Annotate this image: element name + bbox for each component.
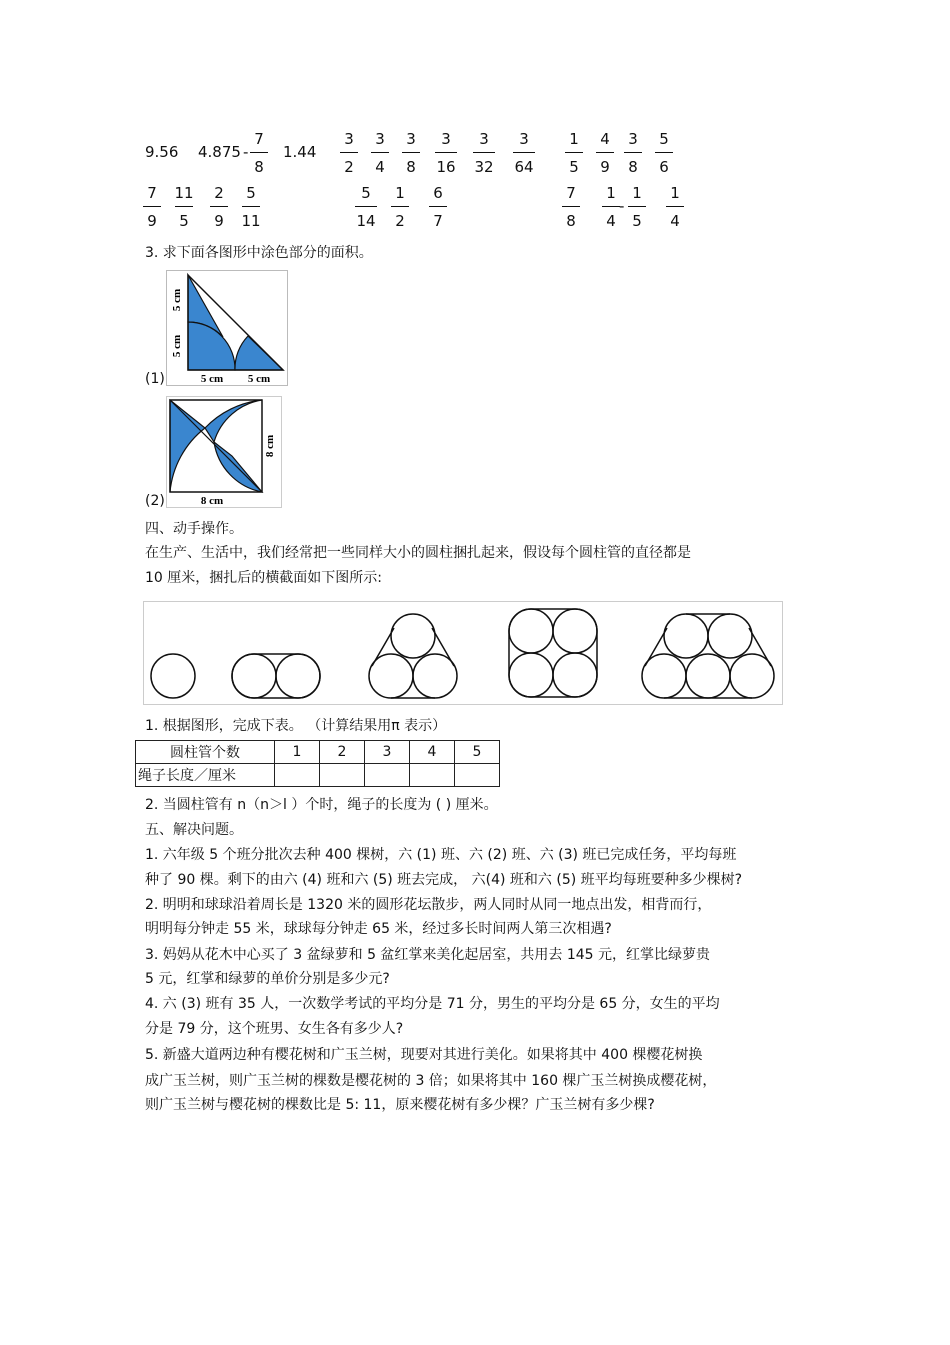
fraction: 3 64 bbox=[514, 130, 534, 176]
fraction: 1 5 bbox=[626, 184, 648, 230]
dim-label: 5 cm bbox=[171, 334, 183, 358]
problem-line: 1. 六年级 5 个班分批次去种 400 棵树，六 (1) 班、六 (2) 班、六 (3) 班已完成任务，平均每班 bbox=[145, 847, 737, 863]
section-4-title: 四、动手操作。 bbox=[145, 521, 243, 537]
fraction: 1 4 bbox=[664, 184, 686, 230]
section-4-q2: 2. 当圆柱管有 n（n＞l ）个时，绳子的长度为 ( ) 厘米。 bbox=[145, 797, 498, 813]
fraction: 3 4 bbox=[369, 130, 391, 176]
problem-line: 3. 妈妈从花木中心买了 3 盆绿萝和 5 盆红掌来美化起居室，共用去 145 元，红掌比绿萝贵 bbox=[145, 947, 711, 963]
answer-cell[interactable] bbox=[365, 764, 410, 787]
fraction: 7 8 bbox=[248, 130, 270, 176]
table-row bbox=[136, 741, 500, 764]
pipe-bundles-figure bbox=[143, 601, 783, 705]
fraction: 4 9 bbox=[594, 130, 616, 176]
answer-cell[interactable] bbox=[455, 764, 500, 787]
fraction: 3 16 bbox=[436, 130, 456, 176]
problem-line: 则广玉兰树与樱花树的棵数比是 5: 11，原来樱花树有多少棵？广玉兰树有多少棵? bbox=[145, 1097, 655, 1113]
table-cell: 1 bbox=[275, 741, 320, 764]
dim-label: 5 cm bbox=[171, 288, 183, 312]
fraction: 3 2 bbox=[338, 130, 360, 176]
fraction: 3 32 bbox=[474, 130, 494, 176]
section-4-intro: 在生产、生活中，我们经常把一些同样大小的圆柱捆扎起来，假设每个圆柱管的直径都是 bbox=[145, 545, 691, 561]
problem-line: 5 元，红掌和绿萝的单价分别是多少元? bbox=[145, 971, 390, 987]
problem-line: 5. 新盛大道两边种有樱花树和广玉兰树，现要对其进行美化。如果将其中 400 棵樱花树换 bbox=[145, 1047, 703, 1063]
problem-line: 种了 90 棵。剩下的由六 (4) 班和六 (5) 班去完成， 六(4) 班和六 (5) 班平均每班要种多少棵树? bbox=[145, 872, 743, 888]
fraction: 1 4 bbox=[600, 184, 622, 230]
fraction: 7 8 bbox=[560, 184, 582, 230]
fraction: 5 6 bbox=[653, 130, 675, 176]
figure-2 bbox=[166, 396, 282, 508]
fraction: 1 5 bbox=[563, 130, 585, 176]
answer-cell[interactable] bbox=[275, 764, 320, 787]
fraction: 5 14 bbox=[356, 184, 376, 230]
table-header-cell: 绳子长度／厘米 bbox=[136, 764, 275, 787]
figure-1-label: (1) bbox=[145, 371, 165, 387]
fraction: 2 9 bbox=[208, 184, 230, 230]
figure-1 bbox=[166, 270, 288, 386]
rope-length-table bbox=[135, 740, 500, 787]
table-cell: 3 bbox=[365, 741, 410, 764]
fraction: 3 8 bbox=[622, 130, 644, 176]
figure-2-label: (2) bbox=[145, 493, 165, 509]
dim-label: 8 cm bbox=[200, 495, 224, 507]
problem-line: 成广玉兰树，则广玉兰树的棵数是樱花树的 3 倍；如果将其中 160 棵广玉兰树换成樱花树， bbox=[145, 1073, 717, 1089]
section-4-intro: 10 厘米，捆扎后的横截面如下图所示: bbox=[145, 570, 382, 586]
fraction: 6 7 bbox=[427, 184, 449, 230]
table-cell: 2 bbox=[320, 741, 365, 764]
decimal-2: 4.875 bbox=[198, 143, 241, 161]
fraction: 11 5 bbox=[174, 184, 194, 230]
fraction: 7 9 bbox=[141, 184, 163, 230]
dim-label: 8 cm bbox=[264, 434, 276, 458]
problem-line: 分是 79 分，这个班男、女生各有多少人? bbox=[145, 1021, 404, 1037]
problem-line: 明明每分钟走 55 米，球球每分钟走 65 米，经过多长时间两人第三次相遇? bbox=[145, 921, 612, 937]
answer-cell[interactable] bbox=[320, 764, 365, 787]
minus-sign: - bbox=[243, 143, 249, 161]
table-cell: 5 bbox=[455, 741, 500, 764]
table-header-cell: 圆柱管个数 bbox=[136, 741, 275, 764]
table-cell: 4 bbox=[410, 741, 455, 764]
problem-line: 4. 六 (3) 班有 35 人，一次数学考试的平均分是 71 分，男生的平均分是 65 分，女生的平均 bbox=[145, 996, 720, 1012]
fraction: 3 8 bbox=[400, 130, 422, 176]
minus-sign: - bbox=[619, 197, 625, 215]
fraction: 1 2 bbox=[389, 184, 411, 230]
question-3-title: 3. 求下面各图形中涂色部分的面积。 bbox=[145, 245, 373, 261]
section-5-title: 五、解决问题。 bbox=[145, 822, 243, 838]
section-4-q1: 1. 根据图形，完成下表。 （计算结果用π 表示） bbox=[145, 718, 447, 734]
dim-label: 5 cm bbox=[247, 373, 271, 385]
problem-line: 2. 明明和球球沿着周长是 1320 米的圆形花坛散步，两人同时从同一地点出发，相背而行， bbox=[145, 897, 712, 913]
dim-label: 5 cm bbox=[200, 373, 224, 385]
answer-cell[interactable] bbox=[410, 764, 455, 787]
decimal-1: 9.56 bbox=[145, 143, 179, 161]
fraction: 5 11 bbox=[241, 184, 261, 230]
decimal-3: 1.44 bbox=[283, 143, 317, 161]
table-row bbox=[136, 764, 500, 787]
